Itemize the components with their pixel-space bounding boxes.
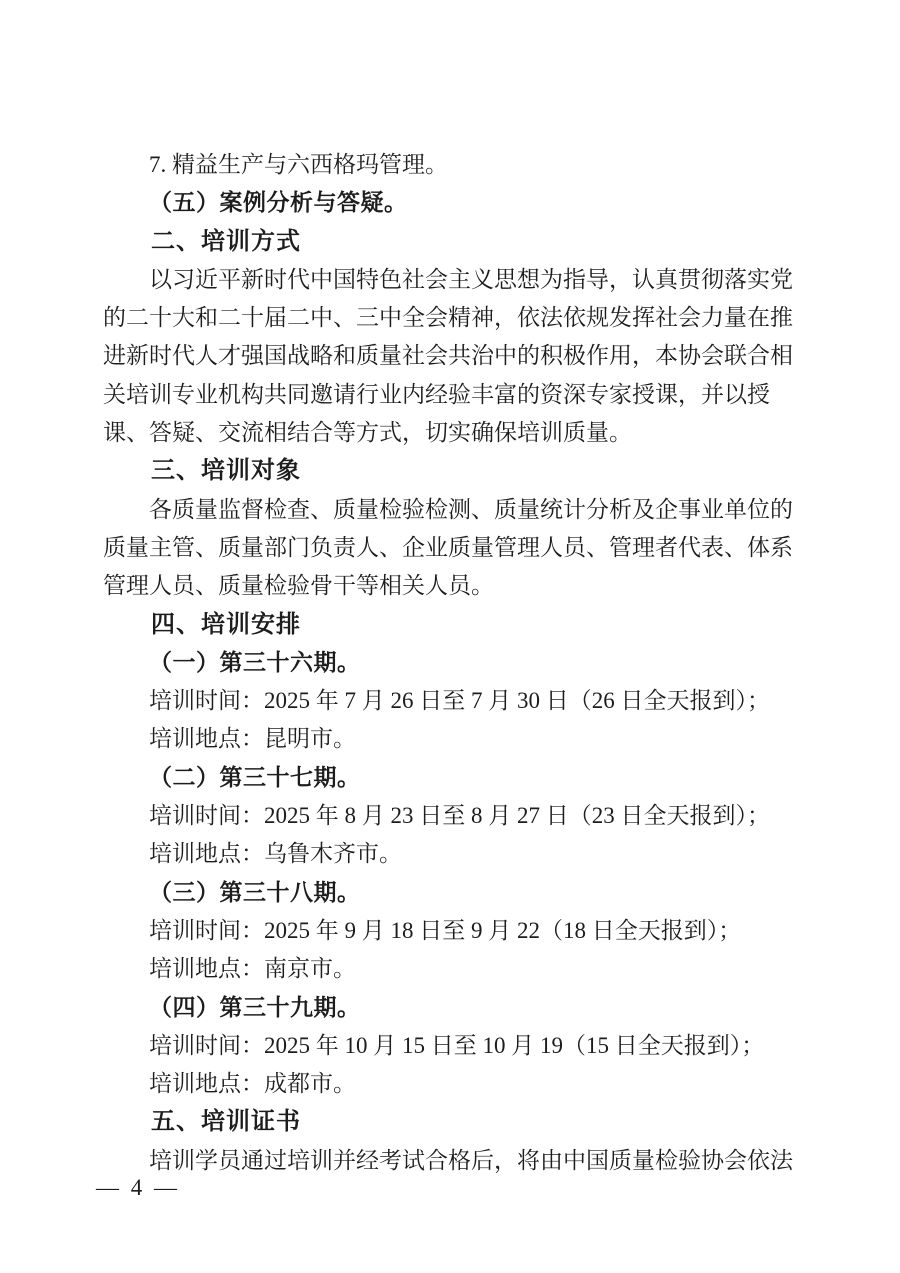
text-line-paragraph-first: 各质量监督检查、质量检验检测、质量统计分析及企事业单位的 xyxy=(149,496,793,522)
text-line-detail: 培训地点：南京市。 xyxy=(149,956,356,982)
text-line-bold-item: （一）第三十六期。 xyxy=(149,649,361,675)
text-line-paragraph-first: 以习近平新时代中国特色社会主义思想为指导，认真贯彻落实党 xyxy=(149,266,793,292)
text-line-bold-item: （二）第三十七期。 xyxy=(149,764,361,790)
text-line-bold-item: （四）第三十九期。 xyxy=(149,994,361,1020)
text-line-detail: 培训时间：2025 年 8 月 23 日至 8 月 27 日（23 日全天报到）； xyxy=(149,803,770,829)
text-line-numbered-item: 7. 精益生产与六西格玛管理。 xyxy=(149,152,448,177)
text-line-paragraph-mid: 关培训专业机构共同邀请行业内经验丰富的资深专家授课，并以授 xyxy=(103,381,770,407)
text-line-section-heading: 三、培训对象 xyxy=(151,457,301,485)
text-line-section-heading: 二、培训方式 xyxy=(151,227,301,255)
page-footer xyxy=(96,1174,180,1202)
text-line-paragraph-mid: 质量主管、质量部门负责人、企业质量管理人员、管理者代表、体系 xyxy=(103,534,793,560)
text-line-detail: 培训地点：成都市。 xyxy=(149,1071,356,1097)
text-line-paragraph-end: 管理人员、质量检验骨干等相关人员。 xyxy=(103,573,494,599)
text-line-bold-item: （五）案例分析与答疑。 xyxy=(149,190,408,216)
page-number: — 4 — xyxy=(96,1175,180,1200)
text-line-detail: 培训时间：2025 年 10 月 15 日至 10 月 19（15 日全天报到）； xyxy=(149,1032,765,1058)
text-line-detail: 培训时间：2025 年 9 月 18 日至 9 月 22（18 日全天报到）； xyxy=(149,917,742,943)
document-body xyxy=(103,146,793,1180)
text-line-detail: 培训地点：乌鲁木齐市。 xyxy=(149,841,402,867)
text-line-paragraph-end: 课、答疑、交流相结合等方式，切实确保培训质量。 xyxy=(103,420,632,446)
text-line-paragraph-first: 培训学员通过培训并经考试合格后，将由中国质量检验协会依法 xyxy=(149,1147,793,1173)
text-line-detail: 培训时间：2025 年 7 月 26 日至 7 月 30 日（26 日全天报到）； xyxy=(149,688,770,714)
text-line-paragraph-mid: 进新时代人才强国战略和质量社会共治中的积极作用，本协会联合相 xyxy=(103,343,793,369)
text-line-detail: 培训地点：昆明市。 xyxy=(149,726,356,752)
text-line-section-heading: 五、培训证书 xyxy=(151,1108,301,1136)
text-line-section-heading: 四、培训安排 xyxy=(151,610,301,638)
text-line-paragraph-mid: 的二十大和二十届二中、三中全会精神，依法依规发挥社会力量在推 xyxy=(103,305,793,331)
text-line-bold-item: （三）第三十八期。 xyxy=(149,879,361,905)
